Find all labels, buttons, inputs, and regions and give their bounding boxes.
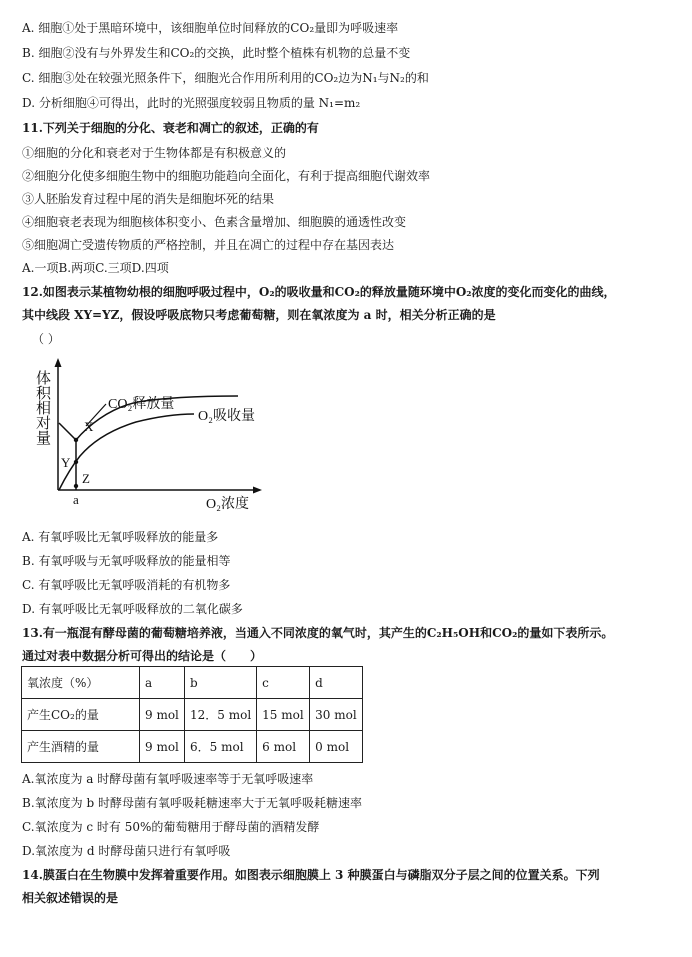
y-axis-arrow — [55, 358, 62, 367]
table-cell: 6 mol — [257, 731, 310, 763]
table-cell: 产生CO₂的量 — [22, 699, 140, 731]
table-cell: 30 mol — [310, 699, 363, 731]
o2-absorption-curve — [59, 414, 194, 490]
x-axis-arrow — [253, 487, 262, 494]
q11-item-5: ⑤细胞凋亡受遗传物质的严格控制，并且在凋亡的过程中存在基因表达 — [22, 238, 395, 252]
x-tick-a: a — [73, 492, 79, 507]
table-cell: b — [185, 667, 257, 699]
q12-stem-1: 12.如图表示某植物幼根的细胞呼吸过程中，O₂的吸收量和CO₂的释放量随环境中O₂浓度的变化而变化的曲线， — [22, 285, 616, 299]
table-cell: 6．5 mol — [185, 731, 257, 763]
q13-table — [21, 666, 363, 763]
respiration-chart — [28, 356, 308, 516]
table-cell: 12．5 mol — [185, 699, 257, 731]
table-cell: 9 mol — [140, 731, 185, 763]
q13-option-d: D.氧浓度为 d 时酵母菌只进行有氧呼吸 — [22, 844, 231, 858]
prev-option-c: C. 细胞③处在较强光照条件下，细胞光合作用所利用的CO₂边为N₁与N₂的和 — [22, 71, 429, 85]
q14-stem-1: 14.膜蛋白在生物膜中发挥着重要作用。如图表示细胞膜上 3 种膜蛋白与磷脂双分子层之间的位置关系。下列 — [22, 868, 600, 882]
x-axis-label: O₂浓度 — [206, 497, 249, 512]
q12-stem-2: 其中线段 XY=YZ，假设呼吸底物只考虑葡萄糖，则在氧浓度为 a 时，相关分析正确的是 — [22, 308, 496, 322]
point-label-z: Z — [82, 471, 90, 486]
q13-stem-2: 通过对表中数据分析可得出的结论是（ ） — [22, 649, 263, 663]
table-cell: c — [257, 667, 310, 699]
series-label-o2: O₂吸收量 — [198, 409, 255, 424]
point-z — [74, 484, 78, 488]
table-cell: a — [140, 667, 185, 699]
q12-option-d: D. 有氧呼吸比无氧呼吸释放的二氧化碳多 — [22, 602, 243, 616]
q11-stem: 11.下列关于细胞的分化、衰老和凋亡的叙述，正确的有 — [22, 121, 319, 135]
prev-option-b: B. 细胞②没有与外界发生和CO₂的交换，此时整个植株有机物的总量不变 — [22, 46, 411, 60]
table-header-row — [22, 667, 363, 699]
table-row — [22, 731, 363, 763]
point-label-y: Y — [61, 455, 71, 470]
table-cell: d — [310, 667, 363, 699]
q14-stem-2: 相关叙述错误的是 — [22, 891, 119, 905]
q11-options: A.一项B.两项C.三项D.四项 — [22, 261, 169, 275]
prev-option-a: A. 细胞①处于黑暗环境中，该细胞单位时间释放的CO₂量即为呼吸速率 — [22, 21, 399, 35]
q13-option-a: A.氧浓度为 a 时酵母菌有氧呼吸速率等于无氧呼吸速率 — [22, 772, 314, 786]
table-cell: 产生酒精的量 — [22, 731, 140, 763]
q12-paren: （ ） — [32, 332, 60, 346]
y-axis-label: 体积相对量 — [34, 370, 50, 445]
prev-option-d: D. 分析细胞④可得出，此时的光照强度较弱且物质的量 N₁=m₂ — [22, 96, 361, 110]
q13-option-b: B.氧浓度为 b 时酵母菌有氧呼吸耗糖速率大于无氧呼吸耗糖速率 — [22, 796, 362, 810]
q13-stem-1: 13.有一瓶混有酵母菌的葡萄糖培养液，当通入不同浓度的氧气时，其产生的C₂H₅OH和CO₂的量如下表所示。 — [22, 626, 614, 640]
table-cell: 氧浓度（%） — [22, 667, 140, 699]
q11-item-4: ④细胞衰老表现为细胞核体积变小、色素含量增加、细胞膜的通透性改变 — [22, 215, 407, 229]
point-x — [74, 438, 78, 442]
q12-option-a: A. 有氧呼吸比无氧呼吸释放的能量多 — [22, 530, 219, 544]
q11-item-2: ②细胞分化使多细胞生物中的细胞功能趋向全面化，有利于提高细胞代谢效率 — [22, 169, 431, 183]
table-row — [22, 699, 363, 731]
q12-option-c: C. 有氧呼吸比无氧呼吸消耗的有机物多 — [22, 578, 231, 592]
table-cell: 15 mol — [257, 699, 310, 731]
series-label-co2: CO₂释放量 — [108, 397, 175, 412]
point-y — [74, 460, 78, 464]
table-cell: 9 mol — [140, 699, 185, 731]
point-label-x: X — [84, 419, 94, 434]
q12-option-b: B. 有氧呼吸与无氧呼吸释放的能量相等 — [22, 554, 231, 568]
table-cell: 0 mol — [310, 731, 363, 763]
q11-item-3: ③人胚胎发育过程中尾的消失是细胞坏死的结果 — [22, 192, 275, 206]
q13-option-c: C.氧浓度为 c 时有 50%的葡萄糖用于酵母菌的酒精发酵 — [22, 820, 320, 834]
q11-item-1: ①细胞的分化和衰老对于生物体都是有积极意义的 — [22, 146, 287, 160]
